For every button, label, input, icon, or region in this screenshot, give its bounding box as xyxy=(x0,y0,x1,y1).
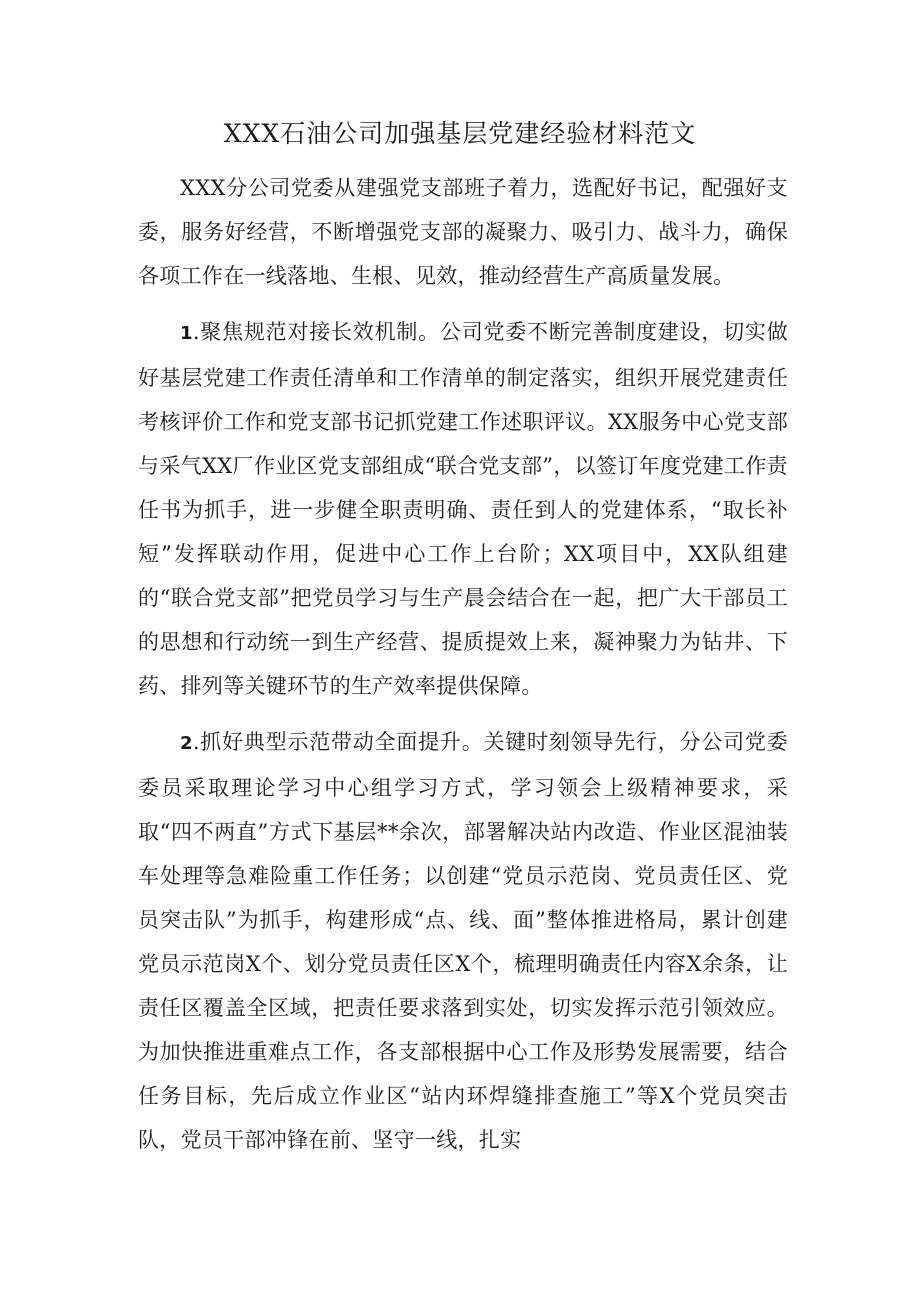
document-body xyxy=(138,166,788,1174)
section-number: 2 xyxy=(180,733,193,754)
document-title: XXX石油公司加强基层党建经验材料范文 xyxy=(223,119,697,148)
paragraph-text: .聚焦规范对接长效机制。公司党委不断完善制度建设，切实做好基层党建工作责任清单和工作清单的制定落实，组织开展党建责任考核评价工作和党支部书记抓党建工作述职评议。XX服务中心党支部与采气XX厂作业区党支部组成“联合党支部”，以签订年度党建工作责任书为抓手，进一步健全职责明确、责任到人的党建体系，“取长补短”发挥联动作用，促进中心工作上台阶；XX项目中，XX队组建的“联合党支部”把党员学习与生产晨会结合在一起，把广大干部员工的思想和行动统一到生产经营、提质提效上来，凝神聚力为钻井、下药、排列等关键环节的生产效率提供保障。 xyxy=(138,320,788,698)
intro-paragraph xyxy=(138,166,788,298)
section-number: 1 xyxy=(180,323,193,344)
section-2-paragraph xyxy=(138,720,788,1162)
section-1-paragraph xyxy=(138,310,788,708)
paragraph-text: .抓好典型示范带动全面提升。关键时刻领导先行，分公司党委委员采取理论学习中心组学习方式，学习领会上级精神要求，采取“四不两直”方式下基层**余次，部署解决站内改造、作业区混油装车处理等急难险重工作任务；以创建“党员示范岗、党员责任区、党员突击队”为抓手，构建形成“点、线、面”整体推进格局，累计创建党员示范岗X个、划分党员责任区X个，梳理明确责任内容X余条，让责任区覆盖全区域，把责任要求落到实处，切实发挥示范引领效应。为加快推进重难点工作，各支部根据中心工作及形势发展需要，结合任务目标，先后成立作业区“站内环焊缝排查施工”等X个党员突击队，党员干部冲锋在前、坚守一线，扎实 xyxy=(138,730,788,1152)
paragraph-text: XXX分公司党委从建强党支部班子着力，选配好书记，配强好支委，服务好经营，不断增强党支部的凝聚力、吸引力、战斗力，确保各项工作在一线落地、生根、见效，推动经营生产高质量发展。 xyxy=(138,176,788,288)
